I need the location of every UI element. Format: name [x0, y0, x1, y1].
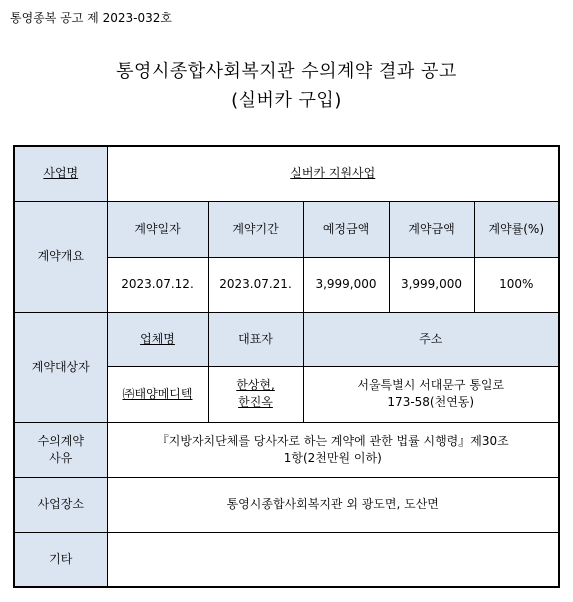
company-name-value: ㈜태양메디텍: [107, 366, 208, 422]
contract-period-value: 2023.07.21.: [208, 257, 303, 312]
other-label: 기타: [14, 532, 107, 587]
project-name-label: 사업명: [14, 146, 107, 201]
representative-line-2: 한진옥: [238, 395, 273, 409]
address-header: 주소: [303, 312, 559, 366]
reason-line-2: 1항(2천만원 이하): [283, 450, 382, 465]
contract-date-header: 계약일자: [107, 201, 208, 257]
estimated-amount-header: 예정금액: [303, 201, 389, 257]
contractor-label: 계약대상자: [14, 312, 107, 422]
address-line-1: 서울특별시 서대문구 통일로: [357, 378, 505, 392]
contract-rate-header: 계약률(%): [474, 201, 559, 257]
reason-value: [107, 422, 559, 477]
representative-header: 대표자: [208, 312, 303, 366]
representative-line-1: 한상현,: [236, 378, 275, 392]
reason-label-line-1: 수의계약: [37, 433, 84, 448]
representative-value: [208, 366, 303, 422]
other-value: [107, 532, 559, 587]
contract-amount-value: 3,999,000: [389, 257, 474, 312]
address-value: [303, 366, 559, 422]
contract-amount-header: 계약금액: [389, 201, 474, 257]
company-name-header: 업체명: [107, 312, 208, 366]
contract-overview-label: 계약개요: [14, 201, 107, 312]
contract-result-table: [13, 145, 560, 588]
notice-number: 통영종복 공고 제 2023-032호: [10, 11, 172, 25]
contract-rate-value: 100%: [474, 257, 559, 312]
contract-period-header: 계약기간: [208, 201, 303, 257]
document-title: 통영시종합사회복지관 수의계약 결과 공고: [116, 61, 457, 82]
reason-label-line-2: 사유: [49, 450, 73, 465]
location-label: 사업장소: [14, 477, 107, 532]
contract-date-value: 2023.07.12.: [107, 257, 208, 312]
project-name-value: 실버카 지원사업: [107, 146, 559, 201]
document-subtitle: (실버카 구입): [231, 90, 342, 111]
reason-line-1: 『지방자치단체를 당사자로 하는 계약에 관한 법률 시행령』제30조: [156, 433, 509, 448]
location-value: 통영시종합사회복지관 외 광도면, 도산면: [107, 477, 559, 532]
address-line-2: 173-58(천연동): [387, 395, 475, 409]
estimated-amount-value: 3,999,000: [303, 257, 389, 312]
reason-label: [14, 422, 107, 477]
